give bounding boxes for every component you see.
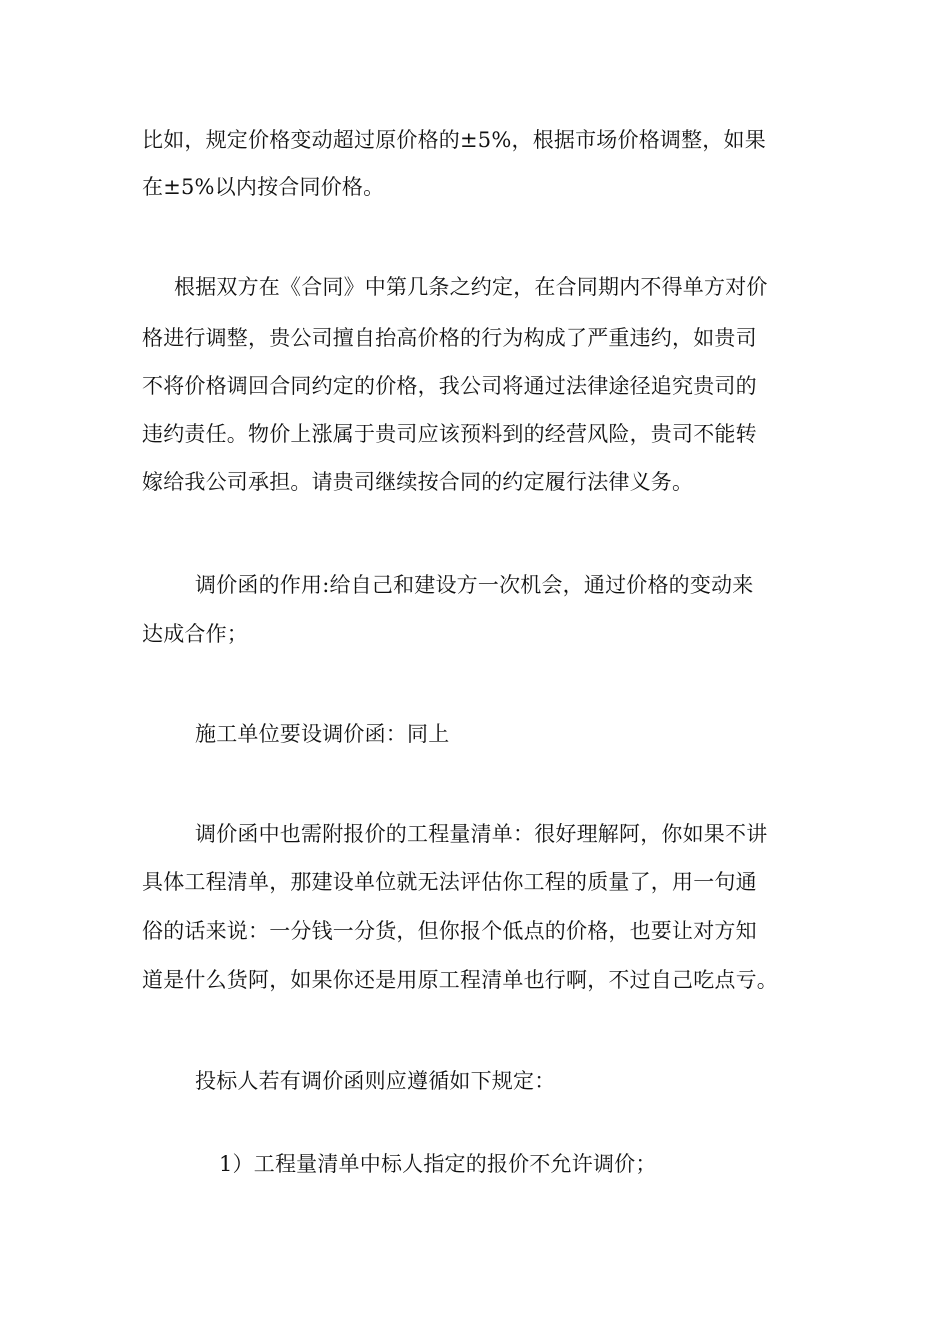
text-line: 比如，规定价格变动超过原价格的±5%，根据市场价格调整，如果	[142, 128, 766, 152]
text-line: 施工单位要设调价函：同上	[195, 722, 450, 746]
text-line: 具体工程清单，那建设单位就无法评估你工程的质量了，用一句通	[142, 870, 757, 894]
text-line: 1）工程量清单中标人指定的报价不允许调价；	[219, 1152, 657, 1176]
text-line: 道是什么货阿，如果你还是用原工程清单也行啊，不过自己吃点亏。	[142, 968, 778, 992]
text-line: 不将价格调回合同约定的价格，我公司将通过法律途径追究贵司的	[142, 374, 757, 398]
text-line: 俗的话来说：一分钱一分货，但你报个低点的价格，也要让对方知	[142, 919, 757, 943]
text-line: 根据双方在《合同》中第几条之约定，在合同期内不得单方对价	[174, 275, 768, 299]
text-line: 投标人若有调价函则应遵循如下规定：	[195, 1069, 556, 1093]
text-line: 调价函的作用:给自己和建设方一次机会，通过价格的变动来	[195, 573, 754, 597]
text-line: 调价函中也需附报价的工程量清单：很好理解阿，你如果不讲	[195, 822, 768, 846]
text-line: 嫁给我公司承担。请贵司继续按合同的约定履行法律义务。	[142, 470, 694, 494]
text-line: 在±5%以内按合同价格。	[142, 175, 385, 199]
text-line: 违约责任。物价上涨属于贵司应该预料到的经营风险，贵司不能转	[142, 422, 757, 446]
text-line: 格进行调整，贵公司擅自抬高价格的行为构成了严重违约，如贵司	[142, 326, 757, 350]
text-line: 达成合作；	[142, 622, 248, 646]
